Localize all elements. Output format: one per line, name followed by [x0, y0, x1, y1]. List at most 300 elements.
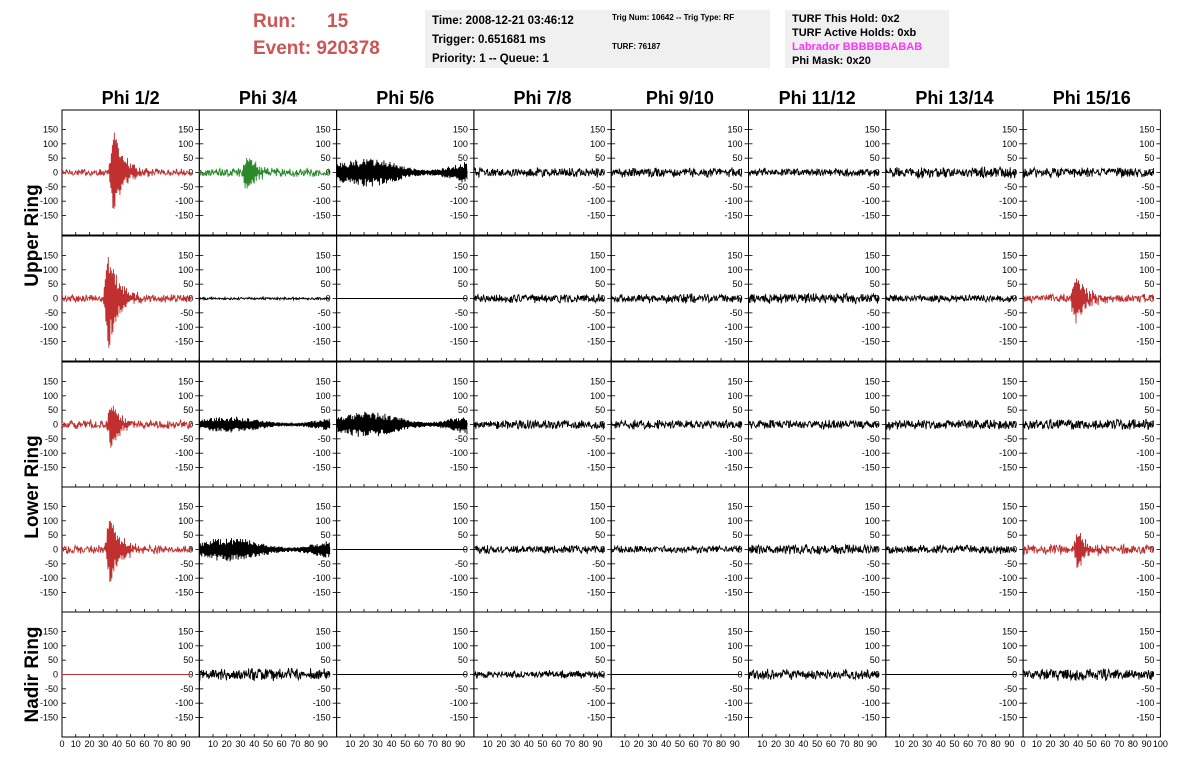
x-tick-label: 80 — [578, 739, 589, 749]
y-tick-label: 0 — [188, 167, 194, 178]
turf-text: TURF: 76187 — [612, 42, 661, 51]
x-tick-label: 10 — [70, 739, 81, 749]
waveform-panel — [474, 110, 611, 235]
y-tick-label: 0 — [874, 669, 880, 680]
waveform-panel — [40, 612, 199, 737]
y-tick-label: -150 — [175, 712, 194, 723]
y-tick-label: -50 — [454, 683, 468, 694]
y-tick-label: -100 — [1136, 573, 1155, 584]
y-tick-label: 150 — [590, 250, 606, 261]
y-tick-label: 50 — [732, 405, 743, 416]
y-tick-label: -100 — [587, 573, 606, 584]
y-tick-label: -150 — [724, 462, 743, 473]
waveform-panel — [337, 110, 474, 235]
y-tick-label: 100 — [42, 264, 58, 275]
y-tick-label: -100 — [312, 322, 331, 333]
y-tick-label: -50 — [592, 433, 606, 444]
y-tick-label: 50 — [183, 153, 194, 164]
y-tick-label: -150 — [999, 336, 1018, 347]
y-tick-label: -150 — [587, 712, 606, 723]
y-tick-label: -100 — [312, 573, 331, 584]
x-tick-label: 40 — [798, 739, 809, 749]
waveform-panel — [474, 362, 611, 487]
y-tick-label: -100 — [1136, 322, 1155, 333]
y-tick-label: 150 — [1139, 250, 1155, 261]
y-tick-label: 0 — [600, 167, 606, 178]
y-tick-label: -100 — [39, 573, 58, 584]
y-tick-label: 100 — [727, 515, 743, 526]
y-tick-label: -150 — [175, 210, 194, 221]
x-tick-label: 30 — [1059, 739, 1070, 749]
y-tick-label: 50 — [183, 405, 194, 416]
y-tick-label: -50 — [1004, 558, 1018, 569]
waveform-trace — [474, 420, 604, 429]
waveform-panel — [611, 612, 748, 737]
y-tick-label: -50 — [729, 307, 743, 318]
x-tick-label: 30 — [510, 739, 521, 749]
y-tick-label: -50 — [454, 558, 468, 569]
y-tick-label: -150 — [999, 210, 1018, 221]
y-tick-label: -100 — [587, 698, 606, 709]
waveform-trace — [749, 420, 879, 429]
x-tick-label: 50 — [125, 739, 136, 749]
x-tick-label: 40 — [661, 739, 672, 749]
y-tick-label: 100 — [590, 515, 606, 526]
y-tick-label: -100 — [312, 698, 331, 709]
y-tick-label: 100 — [727, 138, 743, 149]
y-tick-label: 50 — [183, 279, 194, 290]
y-tick-label: 50 — [1007, 655, 1018, 666]
x-tick-label: 60 — [688, 739, 699, 749]
y-tick-label: -150 — [1136, 210, 1155, 221]
waveform-trace — [886, 420, 1016, 430]
y-tick-label: 150 — [315, 626, 331, 637]
x-tick-label: 20 — [770, 739, 781, 749]
y-tick-label: -100 — [1136, 196, 1155, 207]
x-tick-label: 70 — [839, 739, 850, 749]
y-tick-label: 0 — [874, 167, 880, 178]
waveform-panel — [886, 110, 1023, 235]
y-tick-label: 50 — [1144, 530, 1155, 541]
y-tick-label: 150 — [1002, 124, 1018, 135]
y-tick-label: -150 — [999, 712, 1018, 723]
y-tick-label: 0 — [188, 293, 194, 304]
y-tick-label: -150 — [175, 336, 194, 347]
y-tick-label: -100 — [175, 196, 194, 207]
x-tick-label: 80 — [716, 739, 727, 749]
y-tick-label: 150 — [1139, 124, 1155, 135]
waveform-trace — [1023, 669, 1153, 681]
y-tick-label: -100 — [861, 573, 880, 584]
y-tick-label: -50 — [44, 307, 58, 318]
y-tick-label: 150 — [315, 501, 331, 512]
waveform-panel — [886, 487, 1023, 612]
y-tick-label: 50 — [732, 153, 743, 164]
y-tick-label: 150 — [178, 250, 194, 261]
y-tick-label: -100 — [449, 322, 468, 333]
waveform-panel — [611, 110, 748, 235]
y-tick-label: 0 — [52, 419, 58, 430]
y-tick-label: 50 — [732, 279, 743, 290]
y-tick-label: 100 — [1002, 264, 1018, 275]
y-tick-label: -50 — [729, 433, 743, 444]
column-title: Phi 15/16 — [1052, 88, 1131, 108]
x-tick-label: 30 — [784, 739, 795, 749]
x-tick-label: 20 — [359, 739, 370, 749]
y-tick-label: 100 — [1002, 390, 1018, 401]
y-tick-label: 100 — [42, 640, 58, 651]
x-tick-label: 90 — [180, 739, 191, 749]
row-label: Lower Ring — [22, 435, 43, 539]
y-tick-label: -50 — [1004, 181, 1018, 192]
y-tick-label: 0 — [1012, 167, 1018, 178]
y-tick-label: -50 — [44, 433, 58, 444]
y-tick-label: -50 — [44, 683, 58, 694]
y-tick-label: 100 — [590, 640, 606, 651]
waveform-panel — [40, 236, 199, 361]
x-tick-label: 50 — [400, 739, 411, 749]
x-tick-label: 60 — [413, 739, 424, 749]
y-tick-label: 50 — [1007, 153, 1018, 164]
y-tick-label: 0 — [325, 293, 331, 304]
y-tick-label: -150 — [724, 336, 743, 347]
x-tick-label: 40 — [249, 739, 260, 749]
y-tick-label: -150 — [175, 462, 194, 473]
y-tick-label: 0 — [462, 167, 468, 178]
y-tick-label: -150 — [587, 587, 606, 598]
y-tick-label: -50 — [592, 683, 606, 694]
y-tick-label: -50 — [317, 307, 331, 318]
y-tick-label: 100 — [1139, 515, 1155, 526]
waveform-panel — [40, 110, 199, 235]
x-tick-label: 20 — [221, 739, 232, 749]
x-tick-label: 70 — [702, 739, 713, 749]
y-tick-label: 50 — [1144, 405, 1155, 416]
y-tick-label: 50 — [869, 279, 880, 290]
y-tick-label: 100 — [864, 138, 880, 149]
y-tick-label: -50 — [44, 181, 58, 192]
waveform-trace — [62, 257, 192, 348]
waveform-trace — [611, 293, 741, 303]
waveform-trace — [611, 167, 741, 177]
y-tick-label: -50 — [729, 181, 743, 192]
y-tick-label: -100 — [999, 448, 1018, 459]
y-tick-label: -100 — [724, 698, 743, 709]
x-tick-label: 60 — [1100, 739, 1111, 749]
waveform-trace — [1023, 279, 1153, 324]
x-tick-label: 50 — [537, 739, 548, 749]
y-tick-label: 100 — [452, 515, 468, 526]
waveform-panel — [199, 362, 336, 487]
y-tick-label: 150 — [727, 376, 743, 387]
y-tick-label: 100 — [178, 515, 194, 526]
y-tick-label: 150 — [315, 376, 331, 387]
waveform-panel — [749, 362, 886, 487]
y-tick-label: -50 — [866, 433, 880, 444]
y-tick-label: 0 — [188, 544, 194, 555]
y-tick-label: 0 — [874, 419, 880, 430]
waveform-panel — [474, 236, 611, 361]
x-tick-label: 30 — [235, 739, 246, 749]
waveform-trace — [62, 406, 192, 448]
x-tick-label: 50 — [1086, 739, 1097, 749]
y-tick-label: 50 — [869, 530, 880, 541]
y-tick-label: 50 — [457, 655, 468, 666]
x-tick-label: 10 — [894, 739, 905, 749]
x-tick-label: 30 — [372, 739, 383, 749]
y-tick-label: 50 — [320, 153, 331, 164]
x-tick-label: 80 — [853, 739, 864, 749]
waveform-panel — [1023, 110, 1160, 235]
y-tick-label: 0 — [737, 167, 743, 178]
waveform-trace — [199, 158, 329, 188]
waveform-trace — [199, 417, 329, 433]
y-tick-label: 150 — [1002, 626, 1018, 637]
y-tick-label: -50 — [592, 181, 606, 192]
x-tick-label: 60 — [276, 739, 287, 749]
waveform-trace — [474, 294, 604, 303]
y-tick-label: -150 — [449, 462, 468, 473]
y-tick-label: -50 — [44, 558, 58, 569]
y-tick-label: -100 — [39, 322, 58, 333]
y-tick-label: -50 — [180, 307, 194, 318]
x-tick-label: 80 — [166, 739, 177, 749]
y-tick-label: -150 — [861, 462, 880, 473]
y-tick-label: 0 — [1149, 293, 1155, 304]
y-tick-label: -150 — [999, 462, 1018, 473]
y-tick-label: 100 — [727, 640, 743, 651]
y-tick-label: 0 — [325, 167, 331, 178]
waveform-panel — [886, 612, 1023, 737]
waveform-trace — [611, 546, 741, 554]
y-tick-label: -100 — [861, 322, 880, 333]
column-title: Phi 1/2 — [101, 88, 160, 108]
y-tick-label: -50 — [317, 683, 331, 694]
y-tick-label: 0 — [325, 669, 331, 680]
waveform-trace — [1023, 419, 1153, 430]
waveform-panel — [749, 612, 886, 737]
x-tick-label: 90 — [317, 739, 328, 749]
y-tick-label: 50 — [47, 530, 58, 541]
column-title: Phi 13/14 — [915, 88, 994, 108]
phi-mask-text: Phi Mask: 0x20 — [792, 55, 871, 67]
y-tick-label: -150 — [39, 712, 58, 723]
waveform-panel — [474, 612, 611, 737]
y-tick-label: -50 — [592, 307, 606, 318]
y-tick-label: -100 — [449, 196, 468, 207]
x-tick-label: 30 — [98, 739, 109, 749]
x-tick-label: 50 — [812, 739, 823, 749]
y-tick-label: 50 — [732, 655, 743, 666]
y-tick-label: 150 — [1139, 501, 1155, 512]
y-tick-label: 100 — [1002, 138, 1018, 149]
y-tick-label: 100 — [42, 390, 58, 401]
y-tick-label: 100 — [452, 264, 468, 275]
y-tick-label: 100 — [1139, 264, 1155, 275]
y-tick-label: 50 — [1144, 279, 1155, 290]
waveform-panel — [199, 612, 336, 737]
column-title: Phi 3/4 — [238, 88, 297, 108]
x-tick-label: 40 — [111, 739, 122, 749]
y-tick-label: 50 — [595, 405, 606, 416]
y-tick-label: 100 — [864, 515, 880, 526]
y-tick-label: 0 — [1012, 419, 1018, 430]
x-tick-label: 50 — [949, 739, 960, 749]
x-tick-label: 40 — [386, 739, 397, 749]
y-tick-label: 150 — [864, 250, 880, 261]
waveform-trace — [199, 538, 329, 561]
y-tick-label: -150 — [724, 712, 743, 723]
y-tick-label: -100 — [999, 698, 1018, 709]
y-tick-label: -100 — [175, 322, 194, 333]
y-tick-label: 50 — [457, 153, 468, 164]
waveform-panel — [749, 487, 886, 612]
waveform-trace — [62, 133, 192, 209]
waveform-panel — [337, 612, 474, 737]
y-tick-label: -100 — [587, 196, 606, 207]
y-tick-label: -50 — [317, 558, 331, 569]
y-tick-label: -100 — [587, 448, 606, 459]
waveform-trace — [199, 668, 329, 681]
y-tick-label: 0 — [325, 544, 331, 555]
run-value: 15 — [327, 11, 349, 32]
waveform-panel — [611, 236, 748, 361]
y-tick-label: -100 — [724, 322, 743, 333]
y-tick-label: -50 — [180, 683, 194, 694]
y-tick-label: 0 — [874, 293, 880, 304]
waveform-trace — [337, 412, 467, 437]
y-tick-label: 50 — [869, 655, 880, 666]
event-value: 920378 — [316, 38, 380, 59]
y-tick-label: 0 — [1012, 293, 1018, 304]
y-tick-label: -50 — [317, 181, 331, 192]
x-tick-label: 20 — [908, 739, 919, 749]
y-tick-label: -150 — [1136, 587, 1155, 598]
x-tick-label: 50 — [674, 739, 685, 749]
waveform-panel — [337, 236, 474, 361]
y-tick-label: 50 — [595, 655, 606, 666]
time-text: Time: 2008-12-21 03:46:12 — [432, 15, 574, 27]
y-tick-label: -150 — [587, 462, 606, 473]
y-tick-label: 150 — [1139, 376, 1155, 387]
waveform-panel — [611, 362, 748, 487]
y-tick-label: -100 — [175, 573, 194, 584]
column-title: Phi 5/6 — [376, 88, 435, 108]
y-tick-label: 150 — [178, 376, 194, 387]
y-tick-label: 0 — [737, 544, 743, 555]
y-tick-label: 50 — [320, 655, 331, 666]
y-tick-label: -50 — [866, 683, 880, 694]
y-tick-label: -150 — [312, 712, 331, 723]
y-tick-label: -100 — [312, 196, 331, 207]
y-tick-label: 100 — [452, 640, 468, 651]
x-tick-label: 90 — [592, 739, 603, 749]
column-title: Phi 11/12 — [778, 88, 856, 108]
y-tick-label: -150 — [39, 336, 58, 347]
y-tick-label: -50 — [1141, 558, 1155, 569]
y-tick-label: 100 — [315, 640, 331, 651]
y-tick-label: 50 — [1007, 530, 1018, 541]
x-tick-label: 70 — [1114, 739, 1125, 749]
waveform-trace — [886, 167, 1016, 179]
waveform-trace — [337, 159, 467, 187]
y-tick-label: 50 — [869, 153, 880, 164]
waveform-trace — [199, 297, 329, 300]
y-tick-label: -50 — [1004, 683, 1018, 694]
x-tick-label: 0 — [59, 739, 65, 749]
y-tick-label: 150 — [178, 626, 194, 637]
waveform-panel — [199, 236, 336, 361]
waveform-trace — [749, 669, 879, 680]
y-tick-label: 0 — [462, 293, 468, 304]
y-tick-label: 0 — [600, 544, 606, 555]
waveform-panel — [40, 362, 199, 487]
x-tick-label: 20 — [633, 739, 644, 749]
waveform-panel — [1023, 612, 1160, 737]
y-tick-label: 0 — [600, 419, 606, 430]
y-tick-label: -100 — [175, 698, 194, 709]
y-tick-label: 0 — [737, 419, 743, 430]
waveform-trace — [749, 544, 879, 554]
y-tick-label: 0 — [52, 293, 58, 304]
y-tick-label: 0 — [600, 293, 606, 304]
y-tick-label: -150 — [861, 712, 880, 723]
y-tick-label: 100 — [1139, 390, 1155, 401]
y-tick-label: 150 — [452, 626, 468, 637]
waveform-panel — [337, 362, 474, 487]
y-tick-label: 100 — [590, 138, 606, 149]
x-tick-label: 70 — [427, 739, 438, 749]
y-tick-label: 100 — [590, 264, 606, 275]
y-tick-label: -150 — [449, 336, 468, 347]
y-tick-label: 0 — [188, 419, 194, 430]
y-tick-label: -100 — [999, 573, 1018, 584]
y-tick-label: -100 — [39, 448, 58, 459]
y-tick-label: 100 — [727, 390, 743, 401]
y-tick-label: 100 — [1139, 138, 1155, 149]
waveform-panel — [886, 362, 1023, 487]
y-tick-label: -100 — [861, 196, 880, 207]
y-tick-label: 0 — [462, 544, 468, 555]
y-tick-label: -50 — [866, 307, 880, 318]
y-tick-label: -150 — [1136, 336, 1155, 347]
y-tick-label: -50 — [180, 181, 194, 192]
x-tick-label: 10 — [345, 739, 356, 749]
y-tick-label: 150 — [42, 250, 58, 261]
waveform-panel — [749, 110, 886, 235]
y-tick-label: 0 — [874, 544, 880, 555]
waveform-trace — [474, 670, 604, 679]
y-tick-label: 50 — [1144, 655, 1155, 666]
y-tick-label: -150 — [449, 712, 468, 723]
y-tick-label: 50 — [1007, 405, 1018, 416]
y-tick-label: 50 — [457, 279, 468, 290]
y-tick-label: -100 — [587, 322, 606, 333]
x-tick-label: 20 — [496, 739, 507, 749]
y-tick-label: 100 — [1002, 515, 1018, 526]
y-tick-label: -150 — [39, 462, 58, 473]
turf-active-text: TURF Active Holds: 0xb — [792, 27, 917, 39]
waveform-panel — [40, 487, 199, 612]
y-tick-label: 150 — [1139, 626, 1155, 637]
y-tick-label: -50 — [1141, 181, 1155, 192]
y-tick-label: -100 — [449, 698, 468, 709]
x-tick-label: 60 — [139, 739, 150, 749]
trig-num-text: Trig Num: 10642 -- Trig Type: RF — [612, 13, 735, 22]
x-tick-label: 80 — [304, 739, 315, 749]
y-tick-label: -150 — [1136, 712, 1155, 723]
y-tick-label: 150 — [452, 124, 468, 135]
